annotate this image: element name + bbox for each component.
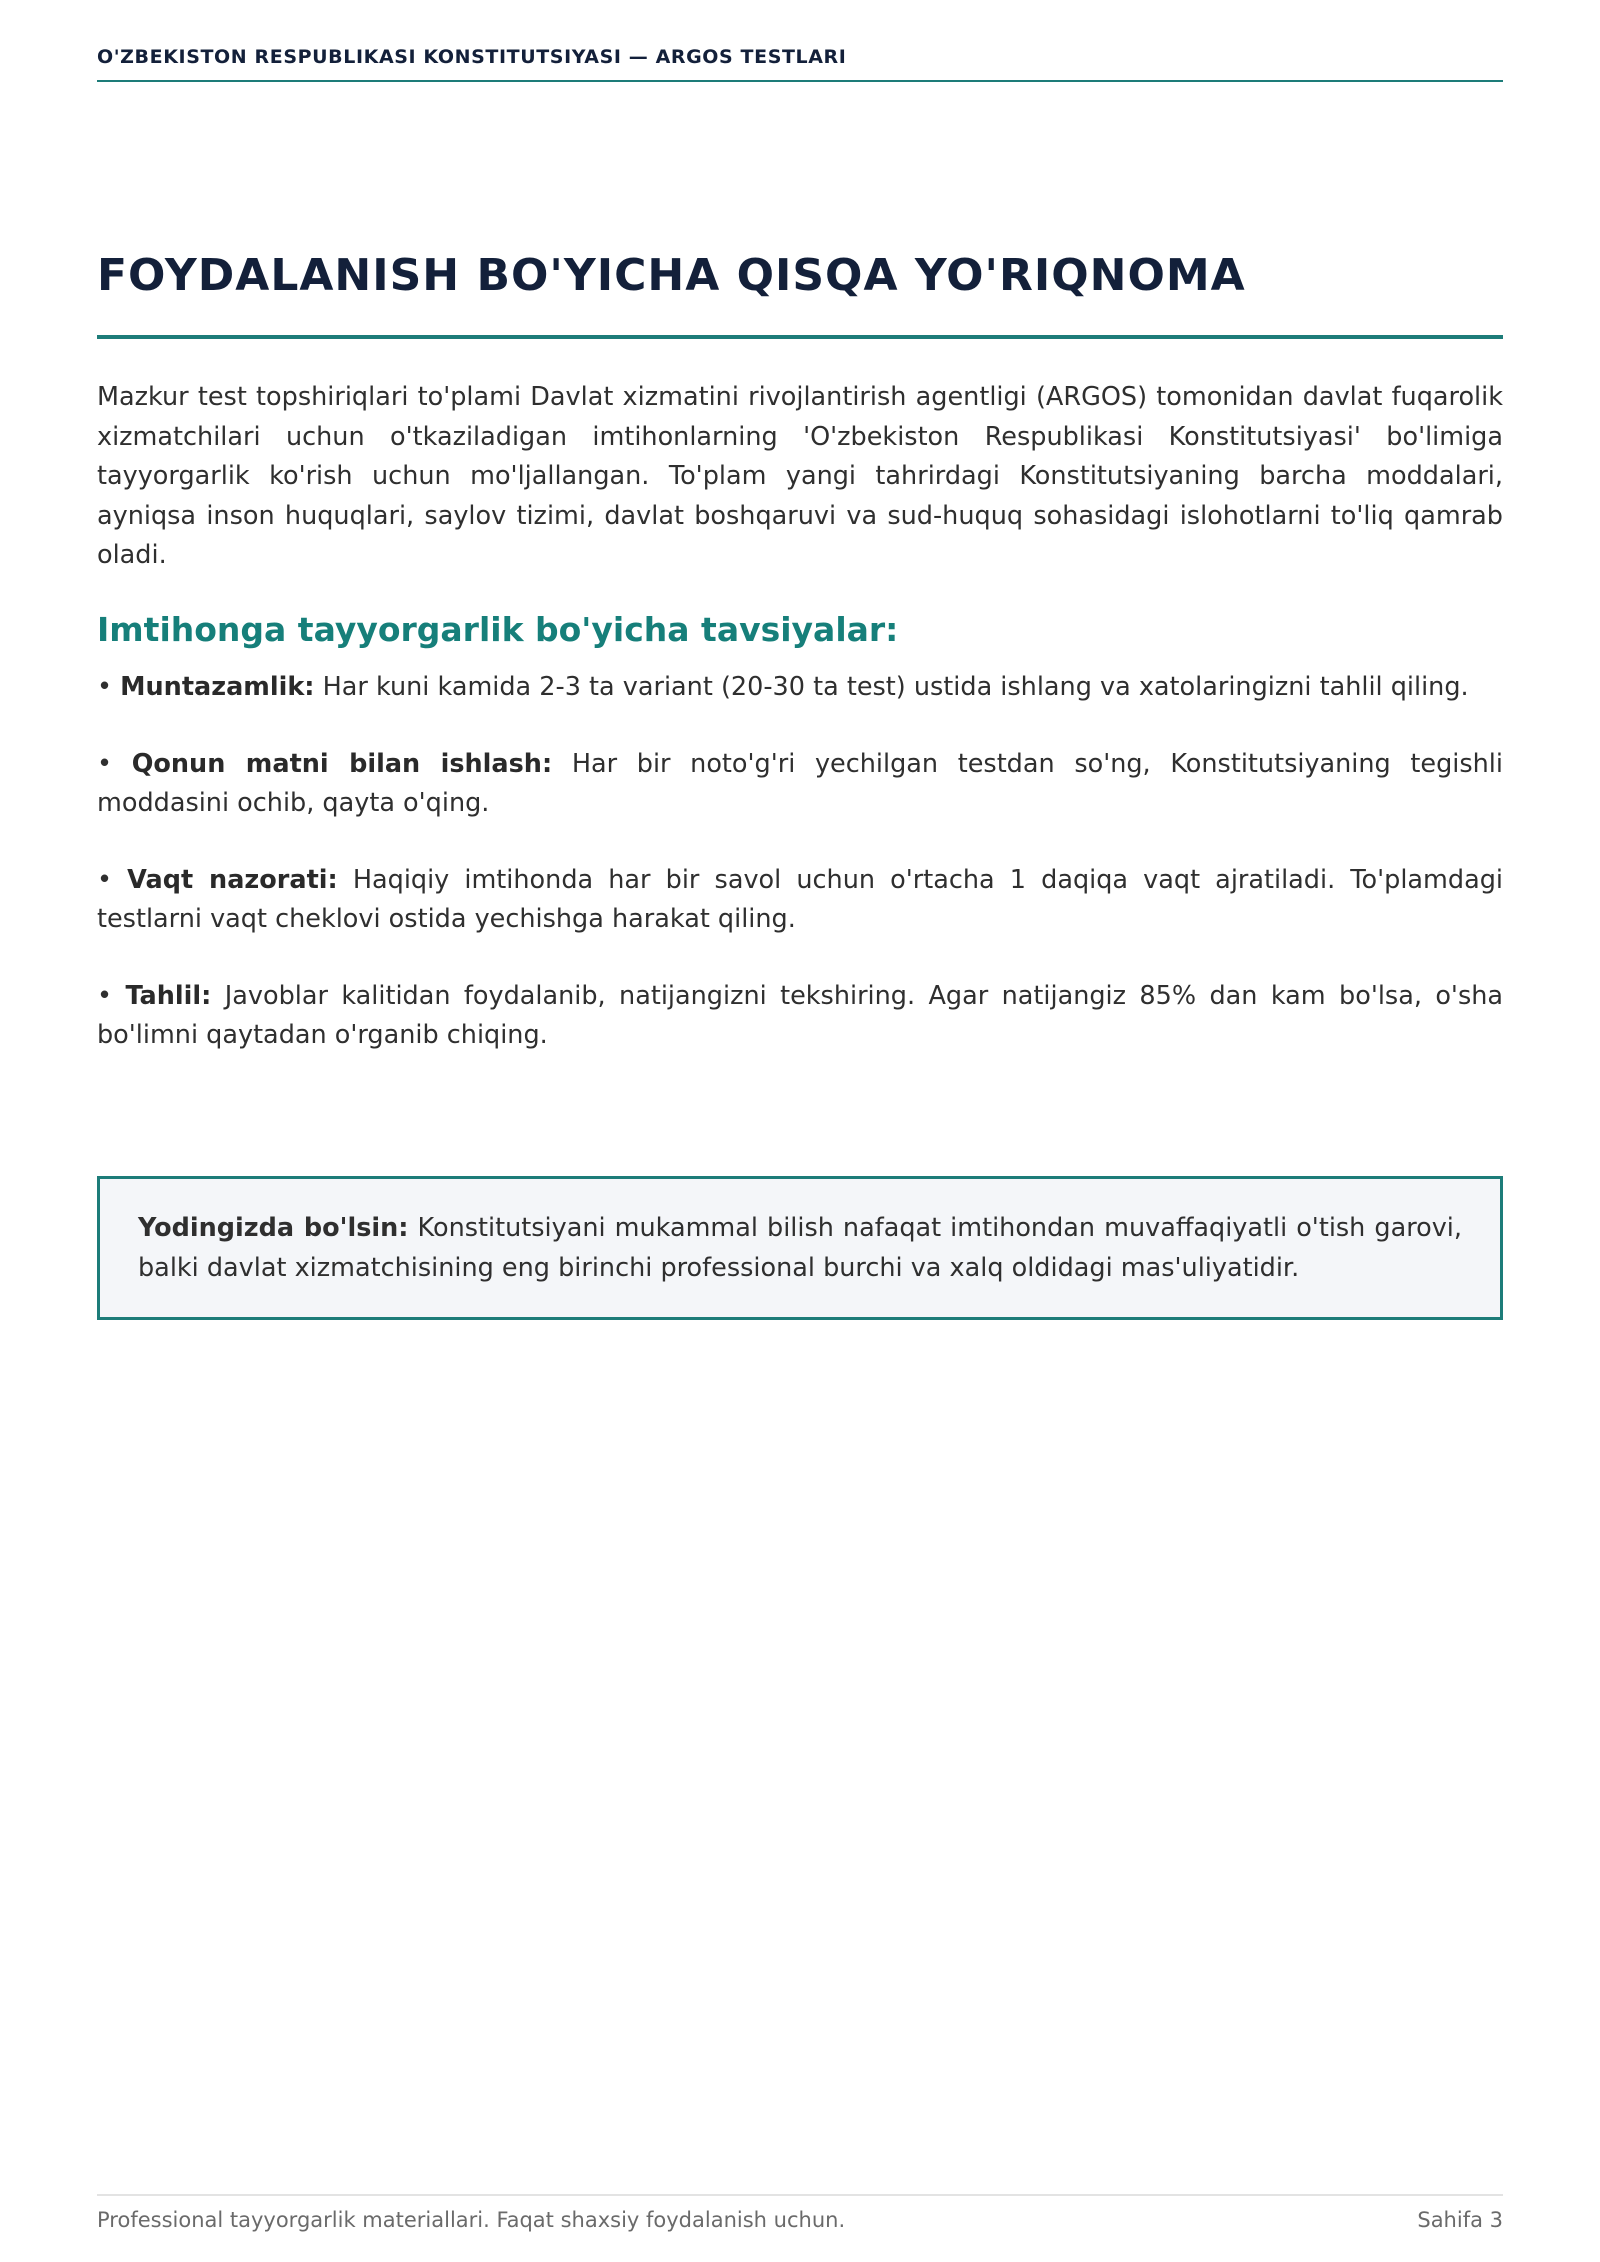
tip-text: Javoblar kalitidan foydalanib, natijangizni tekshiring. Agar natijangiz 85% dan kam bo'lsa, o'sha bo'limni qaytadan o'rganib chiqing. xyxy=(97,980,1504,1050)
page-title: FOYDALANISH BO'YICHA QISQA YO'RIQNOMA xyxy=(97,250,1503,339)
tip-text: Har bir noto'g'ri yechilgan testdan so'ng, Konstitutsiyaning tegishli moddasini ochib, qayta o'qing. xyxy=(97,748,1503,818)
tip-label: Tahlil: xyxy=(125,980,212,1011)
reminder-label: Yodingizda bo'lsin: xyxy=(138,1213,409,1243)
tip-text: Haqiqiy imtihonda har bir savol uchun o'rtacha 1 daqiqa vaqt ajratiladi. To'plamdagi testlarni vaqt cheklovi ostida yechishga harakat qiling. xyxy=(97,864,1503,934)
bullet-icon: • xyxy=(97,980,113,1011)
page-number: Sahifa 3 xyxy=(1417,2208,1503,2232)
tip-item-qonun-matni xyxy=(97,745,1503,824)
section-heading: Imtihonga tayyorgarlik bo'yicha tavsiyalar: xyxy=(97,610,899,649)
tips-list xyxy=(97,668,1503,1093)
bullet-icon: • xyxy=(97,748,113,779)
bullet-icon: • xyxy=(97,672,113,702)
running-header: O'ZBEKISTON RESPUBLIKASI KONSTITUTSIYASI — ARGOS TESTLARI xyxy=(97,46,1503,82)
tip-label: Qonun matni bilan ishlash: xyxy=(131,748,553,779)
reminder-callout xyxy=(97,1176,1503,1320)
bullet-icon: • xyxy=(97,864,113,895)
tip-text: Har kuni kamida 2-3 ta variant (20-30 ta test) ustida ishlang va xatolaringizni tahlil qiling. xyxy=(322,672,1469,702)
footer-disclaimer: Professional tayyorgarlik materiallari. Faqat shaxsiy foydalanish uchun. xyxy=(97,2208,846,2232)
document-page xyxy=(97,0,1503,2262)
tip-label: Muntazamlik: xyxy=(120,672,315,702)
tip-item-tahlil xyxy=(97,977,1503,1056)
tip-label: Vaqt nazorati: xyxy=(127,864,338,895)
page-footer xyxy=(97,2194,1503,2232)
tip-item-vaqt-nazorati xyxy=(97,861,1503,940)
reminder-text: Konstitutsiyani mukammal bilish nafaqat imtihondan muvaffaqiyatli o'tish garovi, balki davlat xizmatchisining eng birinchi professional burchi va xalq oldidagi mas'uliyatidir. xyxy=(138,1213,1463,1283)
tip-item-muntazamlik xyxy=(97,668,1503,708)
intro-paragraph: Mazkur test topshiriqlari to'plami Davlat xizmatini rivojlantirish agentligi (ARGOS) tomonidan davlat fuqarolik xizmatchilari uchun o'tkaziladigan imtihonlarning 'O'zbekiston Respublikasi Konstitutsiyasi' bo'limiga tayyorgarlik ko'rish uchun mo'ljallangan. To'plam yangi tahrirdagi Konstitutsiyaning barcha moddalari, ayniqsa inson huquqlari, saylov tizimi, davlat boshqaruvi va sud-huquq sohasidagi islohotlarni to'liq qamrab oladi. xyxy=(97,382,1503,570)
